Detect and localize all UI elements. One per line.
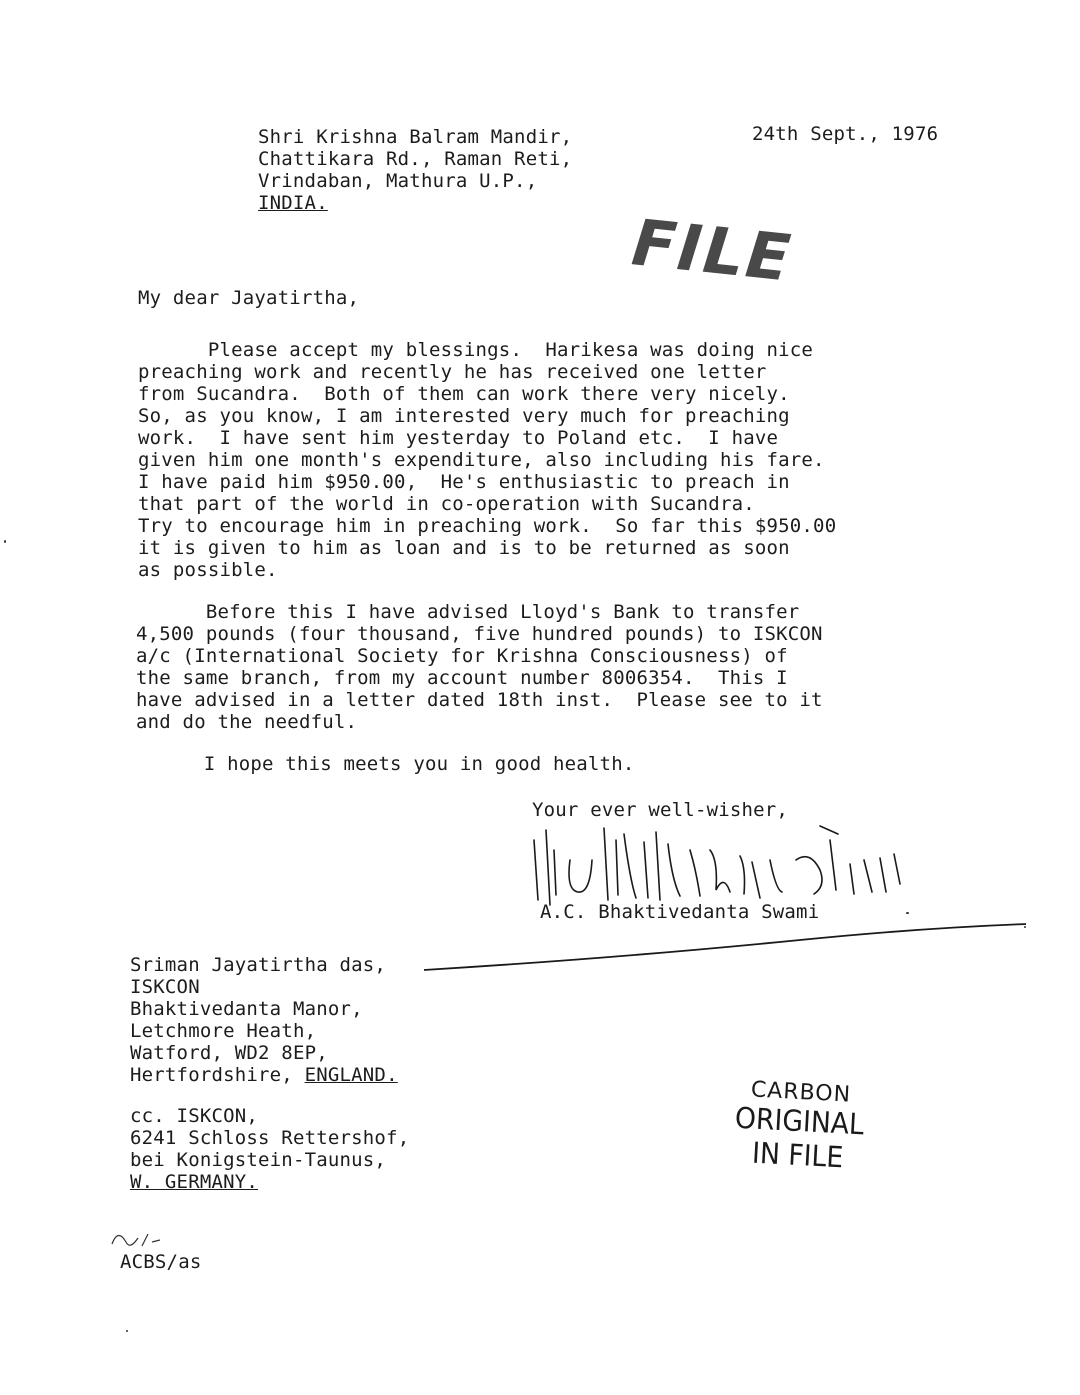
- carbon-stamp-line2: ORIGINAL: [734, 1100, 865, 1142]
- recipient-line: Letchmore Heath,: [130, 1020, 317, 1042]
- cc-line: bei Konigstein-Taunus,: [130, 1149, 387, 1171]
- recipient-line: Sriman Jayatirtha das,: [130, 954, 387, 976]
- scan-speck: [906, 912, 909, 914]
- salutation: My dear Jayatirtha,: [138, 287, 360, 309]
- body-line: 4,500 pounds (four thousand, five hundred pounds) to ISKCON: [136, 623, 823, 645]
- recipient-line: Bhaktivedanta Manor,: [130, 998, 363, 1020]
- cc-line: 6241 Schloss Rettershof,: [130, 1127, 410, 1149]
- file-stamp-text: FILE: [628, 206, 796, 297]
- recipient-line: [130, 1065, 398, 1087]
- scan-speck: [126, 1330, 128, 1332]
- cc-country: W. GERMANY.: [130, 1171, 259, 1193]
- body-line: a/c (International Society for Krishna Consciousness) of: [136, 645, 788, 667]
- signer-name: A.C. Bhaktivedanta Swami: [540, 901, 820, 923]
- sender-address-line: Vrindaban, Mathura U.P.,: [258, 170, 538, 192]
- body-line: have advised in a letter dated 18th inst. Please see to it: [136, 689, 823, 711]
- sender-address-line: Chattikara Rd., Raman Reti,: [258, 148, 573, 170]
- body-line: I have paid him $950.00, He's enthusiastic to preach in: [138, 471, 790, 493]
- recipient-county: Hertfordshire,: [130, 1064, 293, 1086]
- body-line: work. I have sent him yesterday to Poland etc. I have: [138, 427, 779, 449]
- carbon-stamp-line3: IN FILE: [751, 1135, 845, 1175]
- letter-date: 24th Sept., 1976: [752, 123, 939, 145]
- body-line: it is given to him as loan and is to be returned as soon: [138, 537, 790, 559]
- scribble-mark: [108, 1224, 168, 1254]
- closing: Your ever well-wisher,: [532, 799, 789, 821]
- body-line: given him one month's expenditure, also including his fare.: [138, 449, 825, 471]
- signature: [520, 820, 920, 910]
- body-line: Before this I have advised Lloyd's Bank to transfer: [136, 601, 800, 623]
- body-closing-line: I hope this meets you in good health.: [134, 753, 635, 775]
- body-line: and do the needful.: [136, 711, 358, 733]
- body-line: the same branch, from my account number 8006354. This I: [136, 667, 788, 689]
- sender-address-country: INDIA.: [258, 192, 328, 214]
- cc-line: cc. ISKCON,: [130, 1105, 259, 1127]
- sender-address-line: Shri Krishna Balram Mandir,: [258, 126, 573, 148]
- body-line: So, as you know, I am interested very much for preaching: [138, 405, 790, 427]
- recipient-line: ISKCON: [130, 976, 200, 998]
- body-line: as possible.: [138, 559, 278, 581]
- reference-initials: ACBS/as: [120, 1251, 202, 1273]
- scan-speck: [4, 540, 6, 543]
- carbon-stamp: [721, 1076, 876, 1184]
- body-line: that part of the world in co-operation with Sucandra.: [138, 493, 755, 515]
- carbon-stamp-line1: CARBON: [750, 1077, 852, 1108]
- pen-stroke: [420, 918, 1030, 978]
- body-line: Try to encourage him in preaching work. So far this $950.00: [138, 515, 837, 537]
- file-stamp: [628, 198, 796, 303]
- body-line: from Sucandra. Both of them can work there very nicely.: [138, 383, 790, 405]
- body-line: preaching work and recently he has received one letter: [138, 361, 767, 383]
- recipient-country: ENGLAND.: [304, 1064, 398, 1086]
- body-line: Please accept my blessings. Harikesa was doing nice: [138, 339, 814, 361]
- recipient-line: Watford, WD2 8EP,: [130, 1042, 328, 1064]
- scan-speck: [1024, 926, 1026, 928]
